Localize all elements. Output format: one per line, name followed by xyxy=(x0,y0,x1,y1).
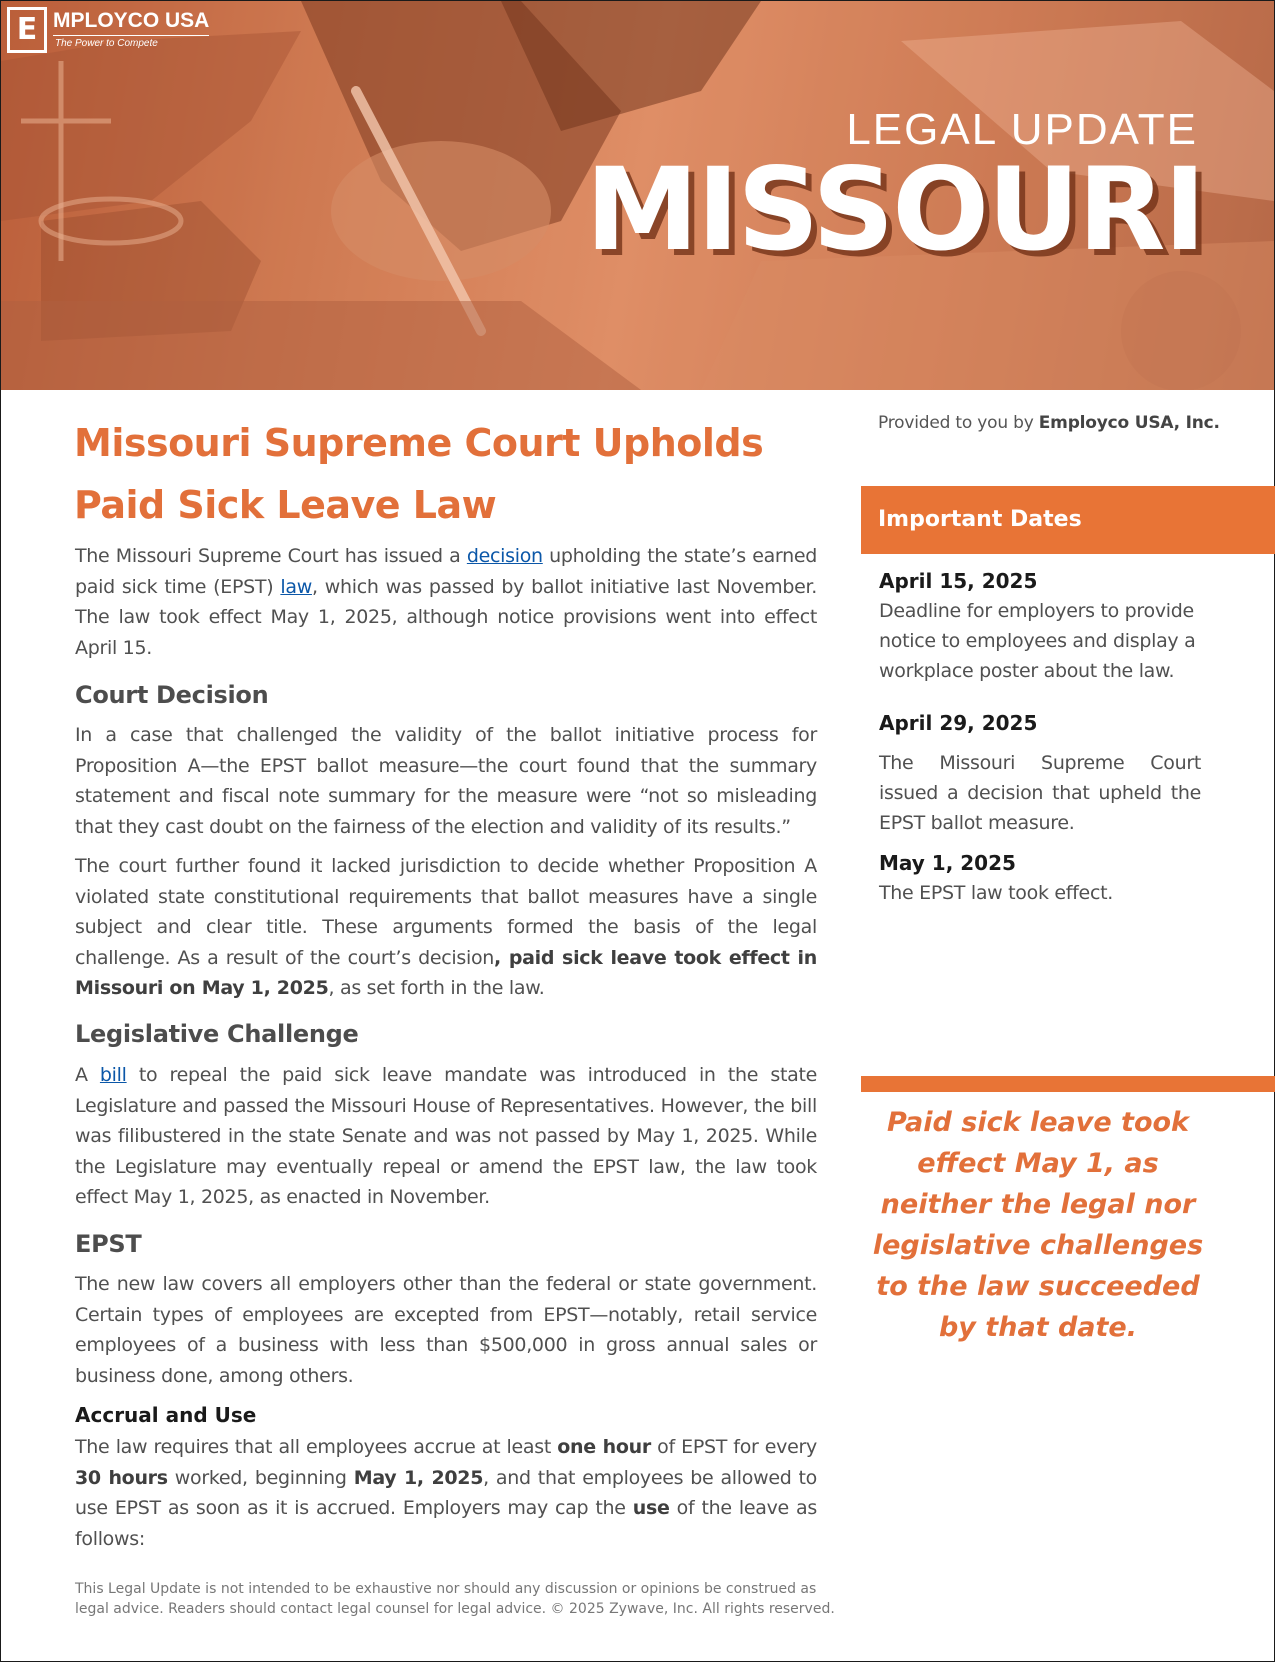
accrual-text-3: worked, beginning xyxy=(167,1466,354,1489)
accrual-text-5: of the leave as follows: xyxy=(75,1497,817,1550)
intro-text-3: , which was passed by ballot initiative last November. The law took effect May 1, 2025, although notice provisions went into effect April 15. xyxy=(75,575,817,659)
court-decision-paragraph-2 xyxy=(75,851,817,1004)
legislative-text-1: A xyxy=(75,1064,100,1086)
article-headline: Missouri Supreme Court Upholds Paid Sick Leave Law xyxy=(74,421,764,527)
logo-name: MPLOYCO USA xyxy=(53,9,210,32)
epst-paragraph: The new law covers all employers other than the federal or state government. Certain types of employees are excepted from EPST—notably, retail service employees of a business with less than $500,000 in gross annual sales or business done, among others. xyxy=(75,1273,817,1387)
law-link[interactable]: law xyxy=(280,575,312,598)
accrual-text-4: , and that employees be allowed to use EPST as soon as it is accrued. Employers may cap the xyxy=(75,1466,817,1519)
logo-letter: E xyxy=(7,7,47,53)
logo-divider xyxy=(53,35,209,36)
accrual-bold-2: 30 hours xyxy=(75,1466,168,1489)
accrual-bold-4: use xyxy=(632,1497,670,1519)
date-title-2: April 29, 2025 xyxy=(879,711,1038,735)
state-title: MISSOURI xyxy=(585,143,1204,276)
decision-link[interactable]: decision xyxy=(466,545,543,567)
court-decision-end: , as set forth in the law. xyxy=(328,977,545,999)
legislative-text-2: to repeal the paid sick leave mandate was introduced in the state Legislature and passed the Missouri House of Representatives. However, the bill was filibustered in the state Senate and was not passed by May 1, 2025. While the Legislature may eventually repeal or amend the EPST law, the law took effect May 1, 2025, as enacted in November. xyxy=(75,1064,818,1208)
provided-by-line xyxy=(878,413,1220,433)
epst-heading: EPST xyxy=(75,1230,142,1258)
accrual-bold-1: one hour xyxy=(557,1436,651,1458)
important-dates-header xyxy=(861,486,1275,554)
accrual-paragraph xyxy=(75,1432,817,1554)
logo-tagline: The Power to Compete xyxy=(55,38,158,49)
header-banner xyxy=(1,1,1274,390)
important-dates-title: Important Dates xyxy=(878,507,1082,532)
date-title-3: May 1, 2025 xyxy=(879,851,1016,875)
provided-company: Employco USA, Inc. xyxy=(1038,413,1220,433)
accrual-heading: Accrual and Use xyxy=(75,1403,257,1427)
date-title-1: April 15, 2025 xyxy=(879,569,1038,593)
legal-disclaimer: This Legal Update is not intended to be exhaustive nor should any discussion or opinions be construed as legal advice. Readers should contact legal counsel for legal advice. © 2025 Zywave, Inc. All rights reserved. xyxy=(75,1581,835,1617)
legal-update-label: LEGAL UPDATE xyxy=(846,105,1198,154)
accrual-text-2: of EPST for every xyxy=(650,1436,817,1458)
callout-divider xyxy=(861,1076,1275,1092)
accrual-text-1: The law requires that all employees accrue at least xyxy=(75,1436,558,1458)
date-text-1: Deadline for employers to provide notice to employees and display a workplace poster about the law. xyxy=(879,600,1196,682)
pull-quote: Paid sick leave took effect May 1, as neither the legal nor legislative challenges to the law succeeded by that date. xyxy=(872,1107,1204,1343)
court-decision-paragraph-1: In a case that challenged the validity of the ballot initiative process for Proposition A—the EPST ballot measure—the court found that the summary statement and fiscal note summary for the measure were “not so misleading that they cast doubt on the fairness of the election and validity of its results.” xyxy=(75,724,817,838)
court-decision-heading: Court Decision xyxy=(75,681,269,709)
legislative-paragraph xyxy=(75,1060,817,1213)
legislative-heading: Legislative Challenge xyxy=(75,1020,359,1048)
intro-text-1: The Missouri Supreme Court has issued a xyxy=(75,545,467,567)
court-decision-text: The court further found it lacked jurisdiction to decide whether Proposition A violated state constitutional requirements that ballot measures have a single subject and clear title. These arguments formed the basis of the legal challenge. As a result of the court’s decision xyxy=(75,855,817,969)
date-text-3: The EPST law took effect. xyxy=(879,882,1113,904)
accrual-bold-3: May 1, 2025 xyxy=(353,1466,484,1489)
intro-text-2: upholding the state’s earned paid sick time (EPST) xyxy=(75,545,817,598)
date-text-2: The Missouri Supreme Court issued a decision that upheld the EPST ballot measure. xyxy=(879,752,1201,834)
court-decision-bold: , paid sick leave took effect in Missouri on May 1, 2025 xyxy=(75,946,817,999)
provided-prefix: Provided to you by xyxy=(878,413,1039,433)
bill-link[interactable]: bill xyxy=(99,1064,127,1086)
intro-paragraph xyxy=(75,541,817,663)
